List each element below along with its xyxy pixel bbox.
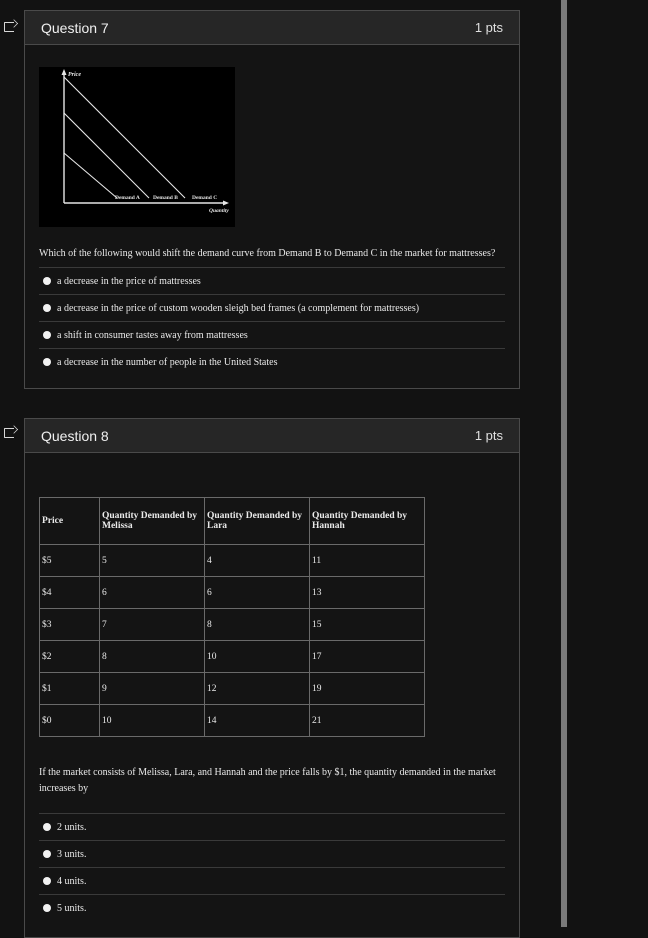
demand-curve-graph: [39, 67, 235, 227]
table-cell: 21: [310, 705, 425, 737]
answer-list: [39, 267, 505, 375]
flag-question-icon[interactable]: [4, 428, 14, 438]
answer-label: a decrease in the number of people in the United States: [57, 356, 278, 368]
demand-b-label: Demand B: [153, 195, 178, 201]
question-stem: Which of the following would shift the demand curve from Demand B to Demand C in the market for mattresses?: [39, 248, 496, 259]
table-cell: 9: [100, 673, 205, 705]
table-header-row: [40, 498, 425, 545]
price-axis-label: Price: [68, 72, 81, 78]
table-row: [40, 705, 425, 737]
table-cell: 8: [100, 641, 205, 673]
question-7-header: [25, 11, 519, 45]
table-row: [40, 577, 425, 609]
table-cell: $2: [40, 641, 100, 673]
table-row: [40, 545, 425, 577]
radio-button[interactable]: [43, 331, 51, 339]
table-cell: 6: [205, 577, 310, 609]
answer-option[interactable]: [39, 321, 505, 348]
answer-label: a decrease in the price of custom wooden sleigh bed frames (a complement for mattresses): [57, 302, 420, 314]
answer-label: a decrease in the price of mattresses: [57, 275, 201, 287]
quantity-demanded-table: [39, 497, 425, 737]
answer-option[interactable]: [39, 813, 505, 840]
radio-button[interactable]: [43, 277, 51, 285]
table-cell: 5: [100, 545, 205, 577]
table-row: [40, 673, 425, 705]
table-cell: 15: [310, 609, 425, 641]
question-points: 1 pts: [474, 428, 503, 443]
answer-option[interactable]: [39, 894, 505, 921]
table-cell: 4: [205, 545, 310, 577]
table-cell: 11: [310, 545, 425, 577]
table-header-cell: Quantity Demanded by Lara: [205, 498, 310, 545]
question-7-card: [24, 10, 520, 389]
answer-label: 3 units.: [57, 848, 87, 860]
answer-list: [39, 813, 505, 921]
answer-label: 5 units.: [57, 902, 87, 914]
table-cell: 13: [310, 577, 425, 609]
table-cell: 8: [205, 609, 310, 641]
question-8-body: [25, 453, 519, 938]
radio-button[interactable]: [43, 877, 51, 885]
demand-a-label: Demand A: [115, 195, 140, 201]
flag-question-icon[interactable]: [4, 22, 14, 32]
question-stem: If the market consists of Melissa, Lara, and Hannah and the price falls by $1, the quantity demanded in the market increases by: [39, 767, 496, 794]
table-cell: $1: [40, 673, 100, 705]
question-title: Question 7: [41, 19, 109, 36]
radio-button[interactable]: [43, 904, 51, 912]
question-8-card: [24, 418, 520, 938]
table-header-cell: Quantity Demanded by Hannah: [310, 498, 425, 545]
quantity-axis-label: Quantity: [209, 208, 229, 214]
table-row: [40, 609, 425, 641]
table-cell: 19: [310, 673, 425, 705]
demand-c-label: Demand C: [192, 195, 218, 201]
answer-option[interactable]: [39, 867, 505, 894]
answer-label: 4 units.: [57, 875, 87, 887]
answer-option[interactable]: [39, 294, 505, 321]
table-cell: $3: [40, 609, 100, 641]
table-cell: 10: [100, 705, 205, 737]
table-cell: $0: [40, 705, 100, 737]
answer-option[interactable]: [39, 348, 505, 375]
table-cell: 6: [100, 577, 205, 609]
table-row: [40, 641, 425, 673]
question-8-header: [25, 419, 519, 453]
table-cell: $5: [40, 545, 100, 577]
answer-label: 2 units.: [57, 821, 87, 833]
table-cell: 10: [205, 641, 310, 673]
table-cell: 14: [205, 705, 310, 737]
radio-button[interactable]: [43, 850, 51, 858]
radio-button[interactable]: [43, 358, 51, 366]
table-header-cell: Price: [40, 498, 100, 545]
answer-label: a shift in consumer tastes away from mattresses: [57, 329, 248, 341]
answer-option[interactable]: [39, 267, 505, 294]
table-cell: $4: [40, 577, 100, 609]
question-7-body: [25, 45, 519, 389]
table-cell: 17: [310, 641, 425, 673]
question-points: 1 pts: [474, 20, 503, 35]
table-header-cell: Quantity Demanded by Melissa: [100, 498, 205, 545]
answer-option[interactable]: [39, 840, 505, 867]
radio-button[interactable]: [43, 304, 51, 312]
question-title: Question 8: [41, 427, 109, 444]
table-cell: 7: [100, 609, 205, 641]
radio-button[interactable]: [43, 823, 51, 831]
table-cell: 12: [205, 673, 310, 705]
page-scrollbar[interactable]: [561, 0, 567, 927]
